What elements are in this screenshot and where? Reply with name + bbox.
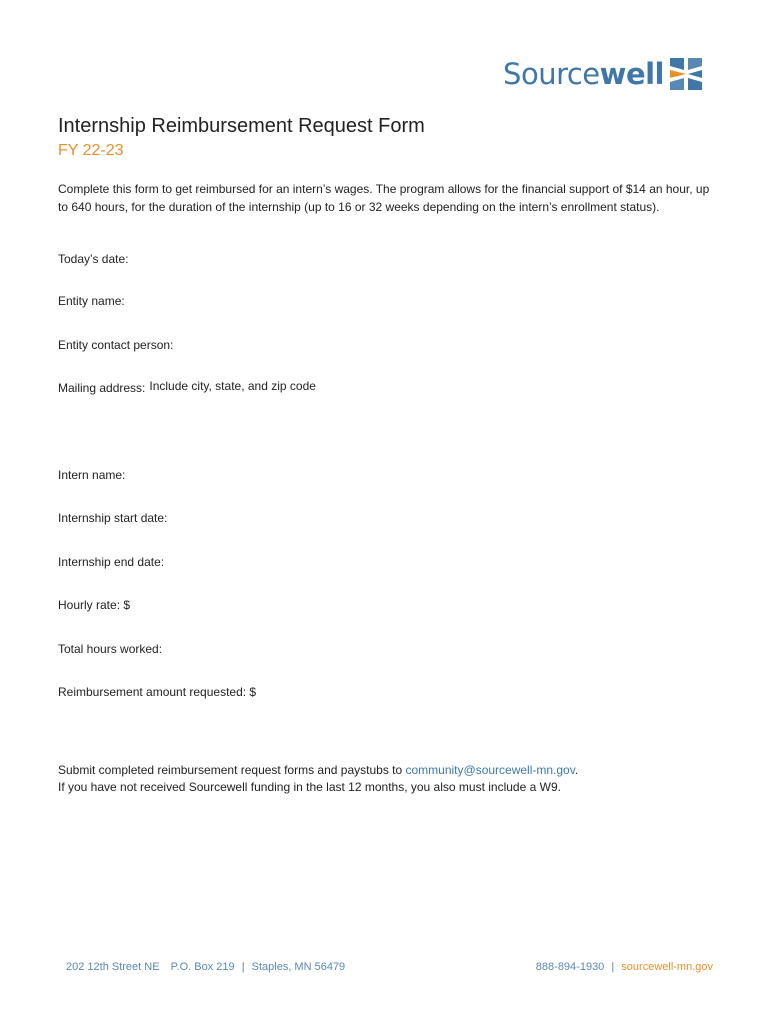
footer-pobox: P.O. Box 219 xyxy=(170,961,235,973)
footer-contact xyxy=(536,961,713,973)
logo-text: Sourcewell xyxy=(503,57,664,91)
footer-website-link[interactable]: sourcewell-mn.gov xyxy=(621,961,713,973)
footer-separator: | xyxy=(241,961,245,973)
hourly-rate-label: Hourly rate: $ xyxy=(58,598,131,612)
fiscal-year-subtitle: FY 22-23 xyxy=(58,142,124,159)
todays-date-label: Today’s date: xyxy=(58,252,129,266)
submit-period: . xyxy=(574,763,579,777)
sourcewell-logo-icon xyxy=(668,56,704,92)
page-title: Internship Reimbursement Request Form xyxy=(58,115,425,137)
intro-paragraph: Complete this form to get reimbursed for an intern’s wages. The program allows for the financial support of $14 an hour, up to 640 hours, for the duration of the internship (up to 16 or 32 weeks depending on the intern’s enrollment status). xyxy=(58,182,710,214)
reimbursement-label: Reimbursement amount requested: $ xyxy=(58,685,257,699)
mailing-address-hint: Include city, state, and zip code xyxy=(149,379,316,393)
entity-name-label: Entity name: xyxy=(58,294,125,308)
submit-line-1 xyxy=(58,762,578,779)
submit-instructions xyxy=(58,762,578,796)
mailing-address-label: Mailing address: xyxy=(58,381,146,395)
footer-street: 202 12th Street NE xyxy=(66,961,160,973)
mailing-address-row xyxy=(58,381,316,395)
start-date-label: Internship start date: xyxy=(58,511,168,525)
entity-contact-label: Entity contact person: xyxy=(58,338,174,352)
submit-text: Submit completed reimbursement request forms and paystubs to xyxy=(58,763,406,777)
footer-city: Staples, MN 56479 xyxy=(251,961,346,973)
footer-address xyxy=(66,961,345,973)
submit-line-2: If you have not received Sourcewell funding in the last 12 months, you also must include a W9. xyxy=(58,780,561,794)
total-hours-label: Total hours worked: xyxy=(58,642,163,656)
sourcewell-logo xyxy=(503,56,704,92)
footer-phone: 888-894-1930 xyxy=(535,961,605,973)
end-date-label: Internship end date: xyxy=(58,555,165,569)
footer-separator-2: | xyxy=(611,961,615,973)
email-link[interactable]: community@sourcewell-mn.gov xyxy=(405,763,575,777)
intern-name-label: Intern name: xyxy=(58,468,126,482)
